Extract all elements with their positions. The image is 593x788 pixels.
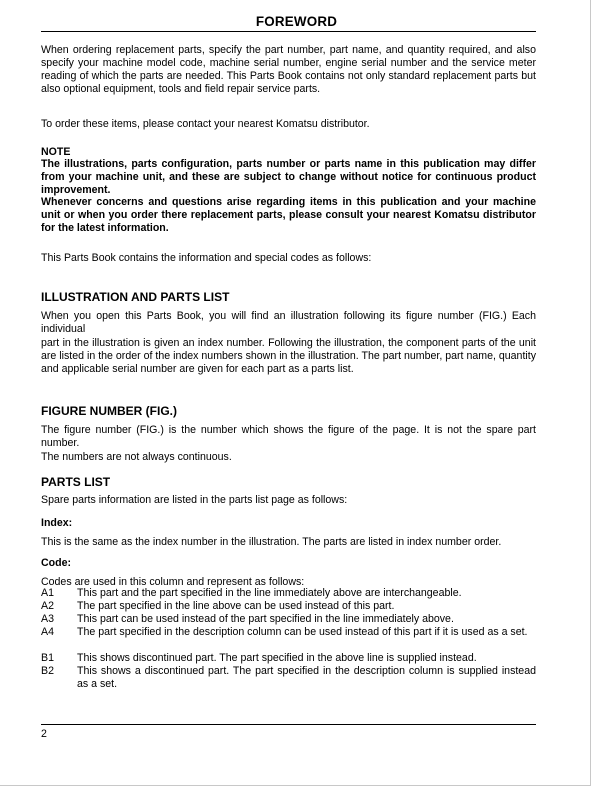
code-intro: Codes are used in this column and represent as follows: — [41, 576, 305, 588]
illustration-line-1: When you open this Parts Book, you will find an illustration following its figure number (FIG.) Each individual — [41, 310, 536, 335]
figure-line-1: The figure number (FIG.) is the number which shows the figure of the page. It is not the spare part number. — [41, 424, 536, 449]
code-key: B1 — [41, 652, 54, 664]
index-heading: Index: — [41, 517, 73, 529]
contains-paragraph: This Parts Book contains the information and special codes as follows: — [41, 252, 372, 264]
figure-line-2: The numbers are not always continuous. — [41, 451, 232, 463]
parts-list-heading: PARTS LIST — [41, 475, 111, 489]
note-line-1: The illustrations, parts configuration, parts number or parts name in this publication may differ from your machine unit, and these are subject to change without notice for continuous product improvement. — [41, 158, 536, 196]
page-number: 2 — [41, 728, 47, 740]
index-text: This is the same as the index number in the illustration. The parts are listed in index number order. — [41, 536, 502, 548]
code-description: The part specified in the line above can be used instead of this part. — [77, 600, 395, 612]
note-heading: NOTE — [41, 146, 71, 158]
code-key: A3 — [41, 613, 54, 625]
illustration-heading: ILLUSTRATION AND PARTS LIST — [41, 290, 230, 304]
title-divider — [41, 31, 536, 32]
code-description: This part and the part specified in the line immediately above are interchangeable. — [77, 587, 462, 599]
code-description: This shows discontinued part. The part specified in the above line is supplied instead. — [77, 652, 477, 664]
figure-heading: FIGURE NUMBER (FIG.) — [41, 404, 177, 418]
code-description: The part specified in the description column can be used instead of this part if it is used as a set. — [77, 626, 528, 638]
order-paragraph: To order these items, please contact your nearest Komatsu distributor. — [41, 118, 370, 130]
note-line-2: Whenever concerns and questions arise regarding items in this publication and your machine unit or when you order there replacement parts, please consult your nearest Komatsu distributor for the latest information. — [41, 196, 536, 234]
code-key: A1 — [41, 587, 54, 599]
illustration-line-2: part in the illustration is given an index number. Following the illustration, the component parts of the unit are listed in the order of the index numbers shown in the illustration. The part number, part name, quantity and applicable serial number are given for each part as a parts list. — [41, 337, 536, 375]
parts-list-text: Spare parts information are listed in the parts list page as follows: — [41, 494, 348, 506]
code-heading: Code: — [41, 557, 72, 569]
code-key: A4 — [41, 626, 54, 638]
code-key: A2 — [41, 600, 54, 612]
intro-paragraph: When ordering replacement parts, specify the part number, part name, and quantity required, and also specify your machine model code, machine serial number, engine serial number and the service meter reading of which the parts are needed. This Parts Book contains not only standard replacement parts but also optional equipment, tools and field repair service parts. — [41, 44, 536, 95]
page-title: FOREWORD — [255, 14, 338, 29]
code-key: B2 — [41, 665, 54, 677]
code-description: This shows a discontinued part. The part specified in the description column is supplied instead as a set. — [77, 665, 536, 690]
code-description: This part can be used instead of the part specified in the line immediately above. — [77, 613, 454, 625]
footer-divider — [41, 724, 536, 725]
